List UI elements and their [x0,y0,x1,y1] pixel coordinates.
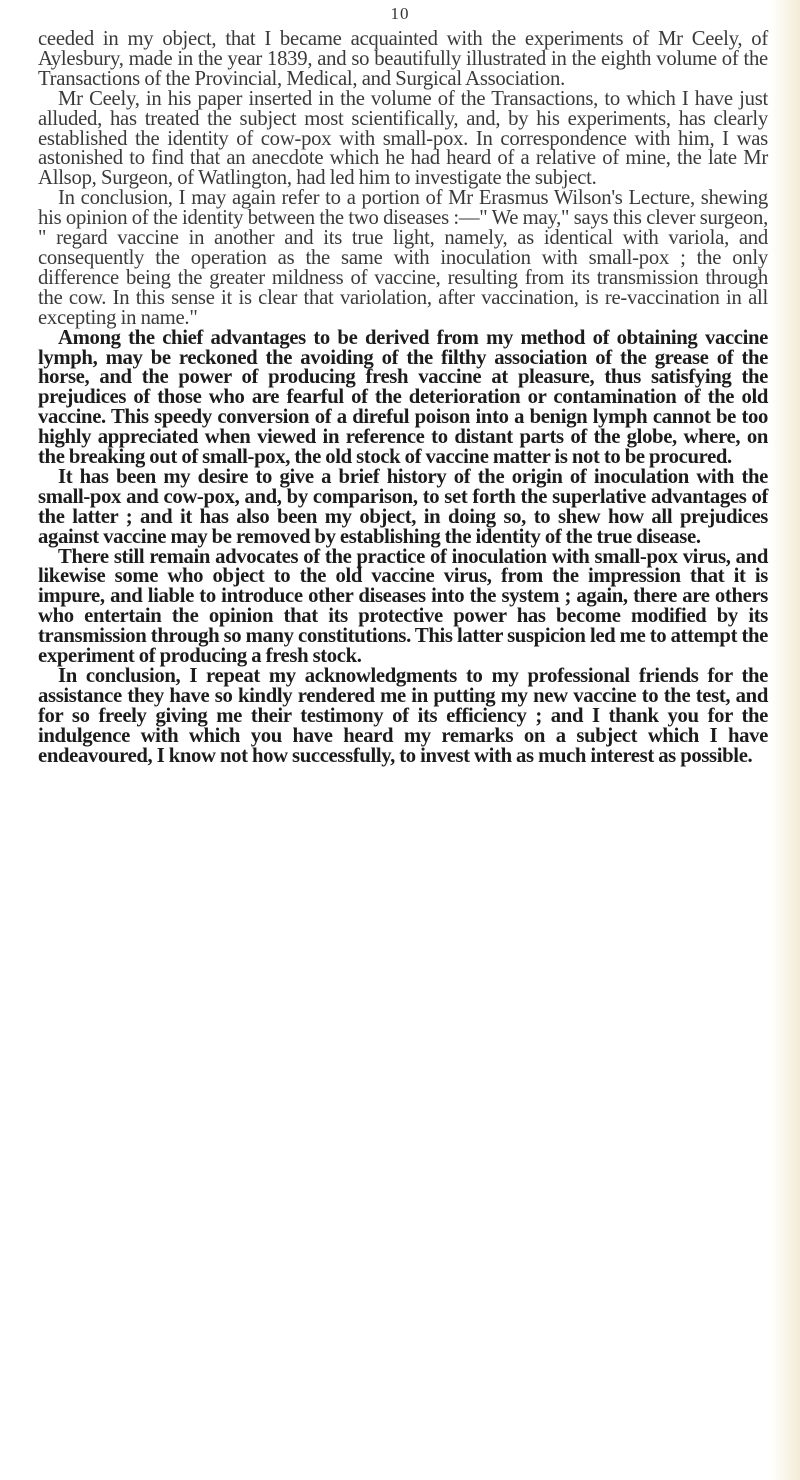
paragraph-history: It has been my desire to give a brief history of the origin of inoculation with the small-pox and cow-pox, and, by comparison, to set forth the superlative advantages of the latter ; and it has also been my object, in doing so, to shew how all prejudices against vaccine may be removed by establishing the identity of the true disease. [38,465,768,548]
paragraph-advantages: Among the chief advantages to be derived from my method of obtaining vaccine lymph, may be reckoned the avoiding of the filthy association of the grease of the horse, and the power of producing fresh vaccine at pleasure, thus satisfying the prejudices of those who are fearful of the deterioration or contamination of the old vaccine. This speedy conversion of a direful poison into a benign lymph cannot be too highly appreciated when viewed in reference to distant parts of the globe, where, on the breaking out of small-pox, the old stock of vaccine matter is not to be procured. [38,326,768,469]
body-text [38,30,768,767]
paragraph-wilson-lecture: In conclusion, I may again refer to a portion of Mr Erasmus Wilson's Lecture, shewing his opinion of the identity between the two diseases :—" We may," says this clever surgeon, " regard vaccine in another and its true light, namely, as identical with variola, and consequently the operation as the same with inoculation with small-pox ; the only difference being the greater mildness of vaccine, resulting from its transmission through the cow. In this sense it is clear that variolation, after vaccination, is re-vaccination in all excepting in name." [38,187,768,329]
paragraph-continued: ceeded in my object, that I became acquainted with the experiments of Mr Ceely, of Aylesbury, made in the year 1839, and so beautifully illustrated in the eighth volume of the Transactions of the Provincial, Medical, and Surgical Association. [38,28,768,90]
paragraph-ceely-paper: Mr Ceely, in his paper inserted in the volume of the Transactions, to which I have just alluded, has treated the subject most scientifically, and, by his experiments, has clearly established the identity of cow-pox with small-pox. In correspondence with him, I was astonished to find that an anecdote which he had heard of a relative of mine, the late Mr Allsop, Surgeon, of Watlington, had led him to investigate the subject. [38,87,768,190]
paragraph-acknowledgments: In conclusion, I repeat my acknowledgments to my professional friends for the assistance they have so kindly rendered me in putting my new vaccine to the test, and for so freely giving me their testimony of its efficiency ; and I thank you for the indulgence with which you have heard my remarks on a subject which I have endeavoured, I know not how successfully, to invest with as much interest as possible. [38,665,768,767]
paragraph-advocates: There still remain advocates of the practice of inoculation with small-pox virus, and likewise some who object to the old vaccine virus, from the impression that it is impure, and liable to introduce other diseases into the system ; again, there are others who entertain the opinion that its protective power has become modified by its transmission through so many constitutions. This latter suspicion led me to attempt the experiment of producing a fresh stock. [38,545,768,668]
page-number: 10 [390,4,410,23]
